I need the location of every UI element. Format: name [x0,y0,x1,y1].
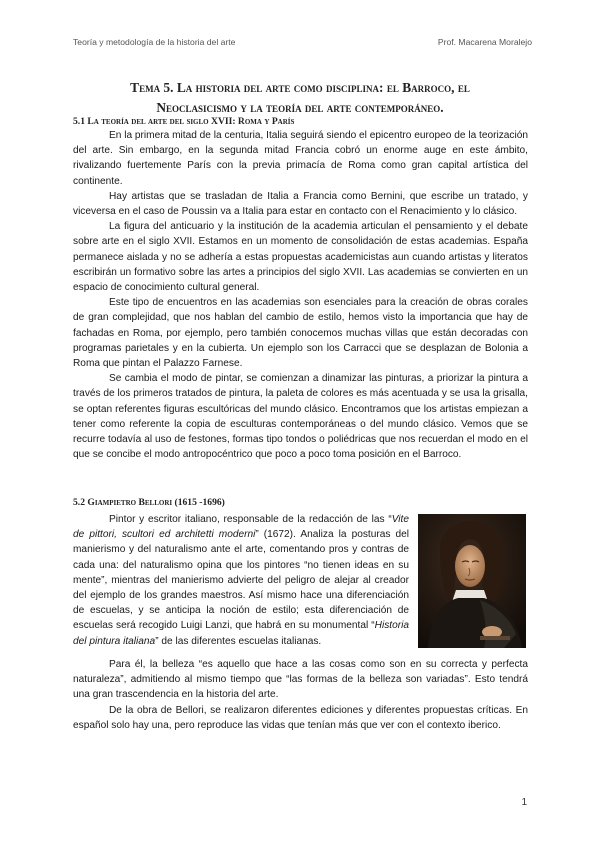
section-2-body-left [73,512,409,649]
book-title: Vite de pittori, scultori ed architetti moderni [73,514,409,541]
paragraph: Pintor y escritor italiano, responsable de la redacción de las “Vite de pittori, scultori ed architetti moderni” (1672). Analiza la posturas del manierismo y del naturalismo ante el arte, comentando pros y contras de cada una: del naturalismo opina que los pintores “no tienen ideas en su mente”, mientras del manierismo advierte del peligro de alejar al creador del ejemplo de los grandes maestros. Así mismo hace una diferenciación de escuelas, y se anticipa la noción de estilo; esta diferenciación de escuelas será recogido Luigi Lanzi, que habrá en su monumental “Historia del pintura italiana” de las diferentes escuelas italianas. [73,514,409,647]
paragraph: Se cambia el modo de pintar, se comienzan a dinamizar las pinturas, a priorizar la pintura a través de los primeros tratados de pintura, la paleta de colores es más acentuada y se usa la grisalla, se optan referentes figuras escultóricas del mundo clásico. Encontramos que los artistas empiezan a tener como referente la copia de esculturas contemporáneas o del mundo clásico. Vemos que se recurre todavía al uso de festones, formas tipo tondos o poliédricas que nos recuerdan el modo en el que se concibe el modo antropocéntrico que poco a poco toma posición en el Barroco. [73,373,528,461]
bellori-portrait-image [418,514,526,648]
header-course-title: Teoría y metodología de la historia del arte [73,37,236,47]
section-2-body [73,657,528,733]
section-1-heading: 5.1 La teoría del arte del siglo XVII: Roma y París [73,116,295,127]
section-1-body [73,128,528,462]
paragraph: Hay artistas que se trasladan de Italia a Francia como Bernini, que escribe un tratado, y viceversa en el caso de Poussin va a Italia para estar en contacto con el Renacimiento y lo clásico. [73,190,528,218]
paragraph: En la primera mitad de la centuria, Italia seguirá siendo el epicentro europeo de la teorización del arte. Sin embargo, en la segunda mitad Francia cobró un enorme auge en este ámbito, rivalizando fuertemente París con la previa primacía de Roma como gran capital artística del continente. [73,130,528,187]
title-line-1: Tema 5. La historia del arte como disciplina: el Barroco, el [130,80,470,95]
page-title [73,78,527,118]
title-line-2: Neoclasicismo y la teoría del arte contemporáneo. [156,100,444,115]
section-2-heading: 5.2 Giampietro Bellori (1615 -1696) [73,497,225,508]
paragraph: De la obra de Bellori, se realizaron diferentes ediciones y diferentes propuestas críticas. En español solo hay una, pero reproduce las vidas que tenían más que ver con el contexto iberico. [73,704,528,731]
page-number: 1 [521,797,527,808]
book-title-2: Historia del pintura italiana [73,620,409,647]
paragraph: La figura del anticuario y la institución de la academia articulan el pensamiento y el debate sobre arte en el siglo XVII. Estamos en un momento de consolidación de estas academias. España permanece aislada y no se adhería a estas propuestas academicistas aun cuando artistas y literatos escribirán un formativo sobre las artes a principios del siglo XVII. Las academias se convierten en un espacio de conocimiento cultural general. [73,221,528,294]
paragraph: Para él, la belleza “es aquello que hace a las cosas como son en su correcta y perfecta naturaleza”, admitiendo al mismo tiempo que “las formas de la belleza son variadas”. Esto tendrá una gran trascendencia en la historia del arte. [73,659,528,701]
header-professor: Prof. Macarena Moralejo [437,37,532,47]
paragraph: Este tipo de encuentros en las academias son esenciales para la creación de obras corales de gran complejidad, que nos hablan del cambio de estilo, hemos visto la importancia que hay de fachadas en Roma, por ejemplo, pero también conocemos muchas villas que están decoradas con programas parietales y en la cubierta. Un ejemplo son los Carracci que se desplazan de Bolonia a Roma que pintan el Palazzo Farnese. [73,297,528,370]
